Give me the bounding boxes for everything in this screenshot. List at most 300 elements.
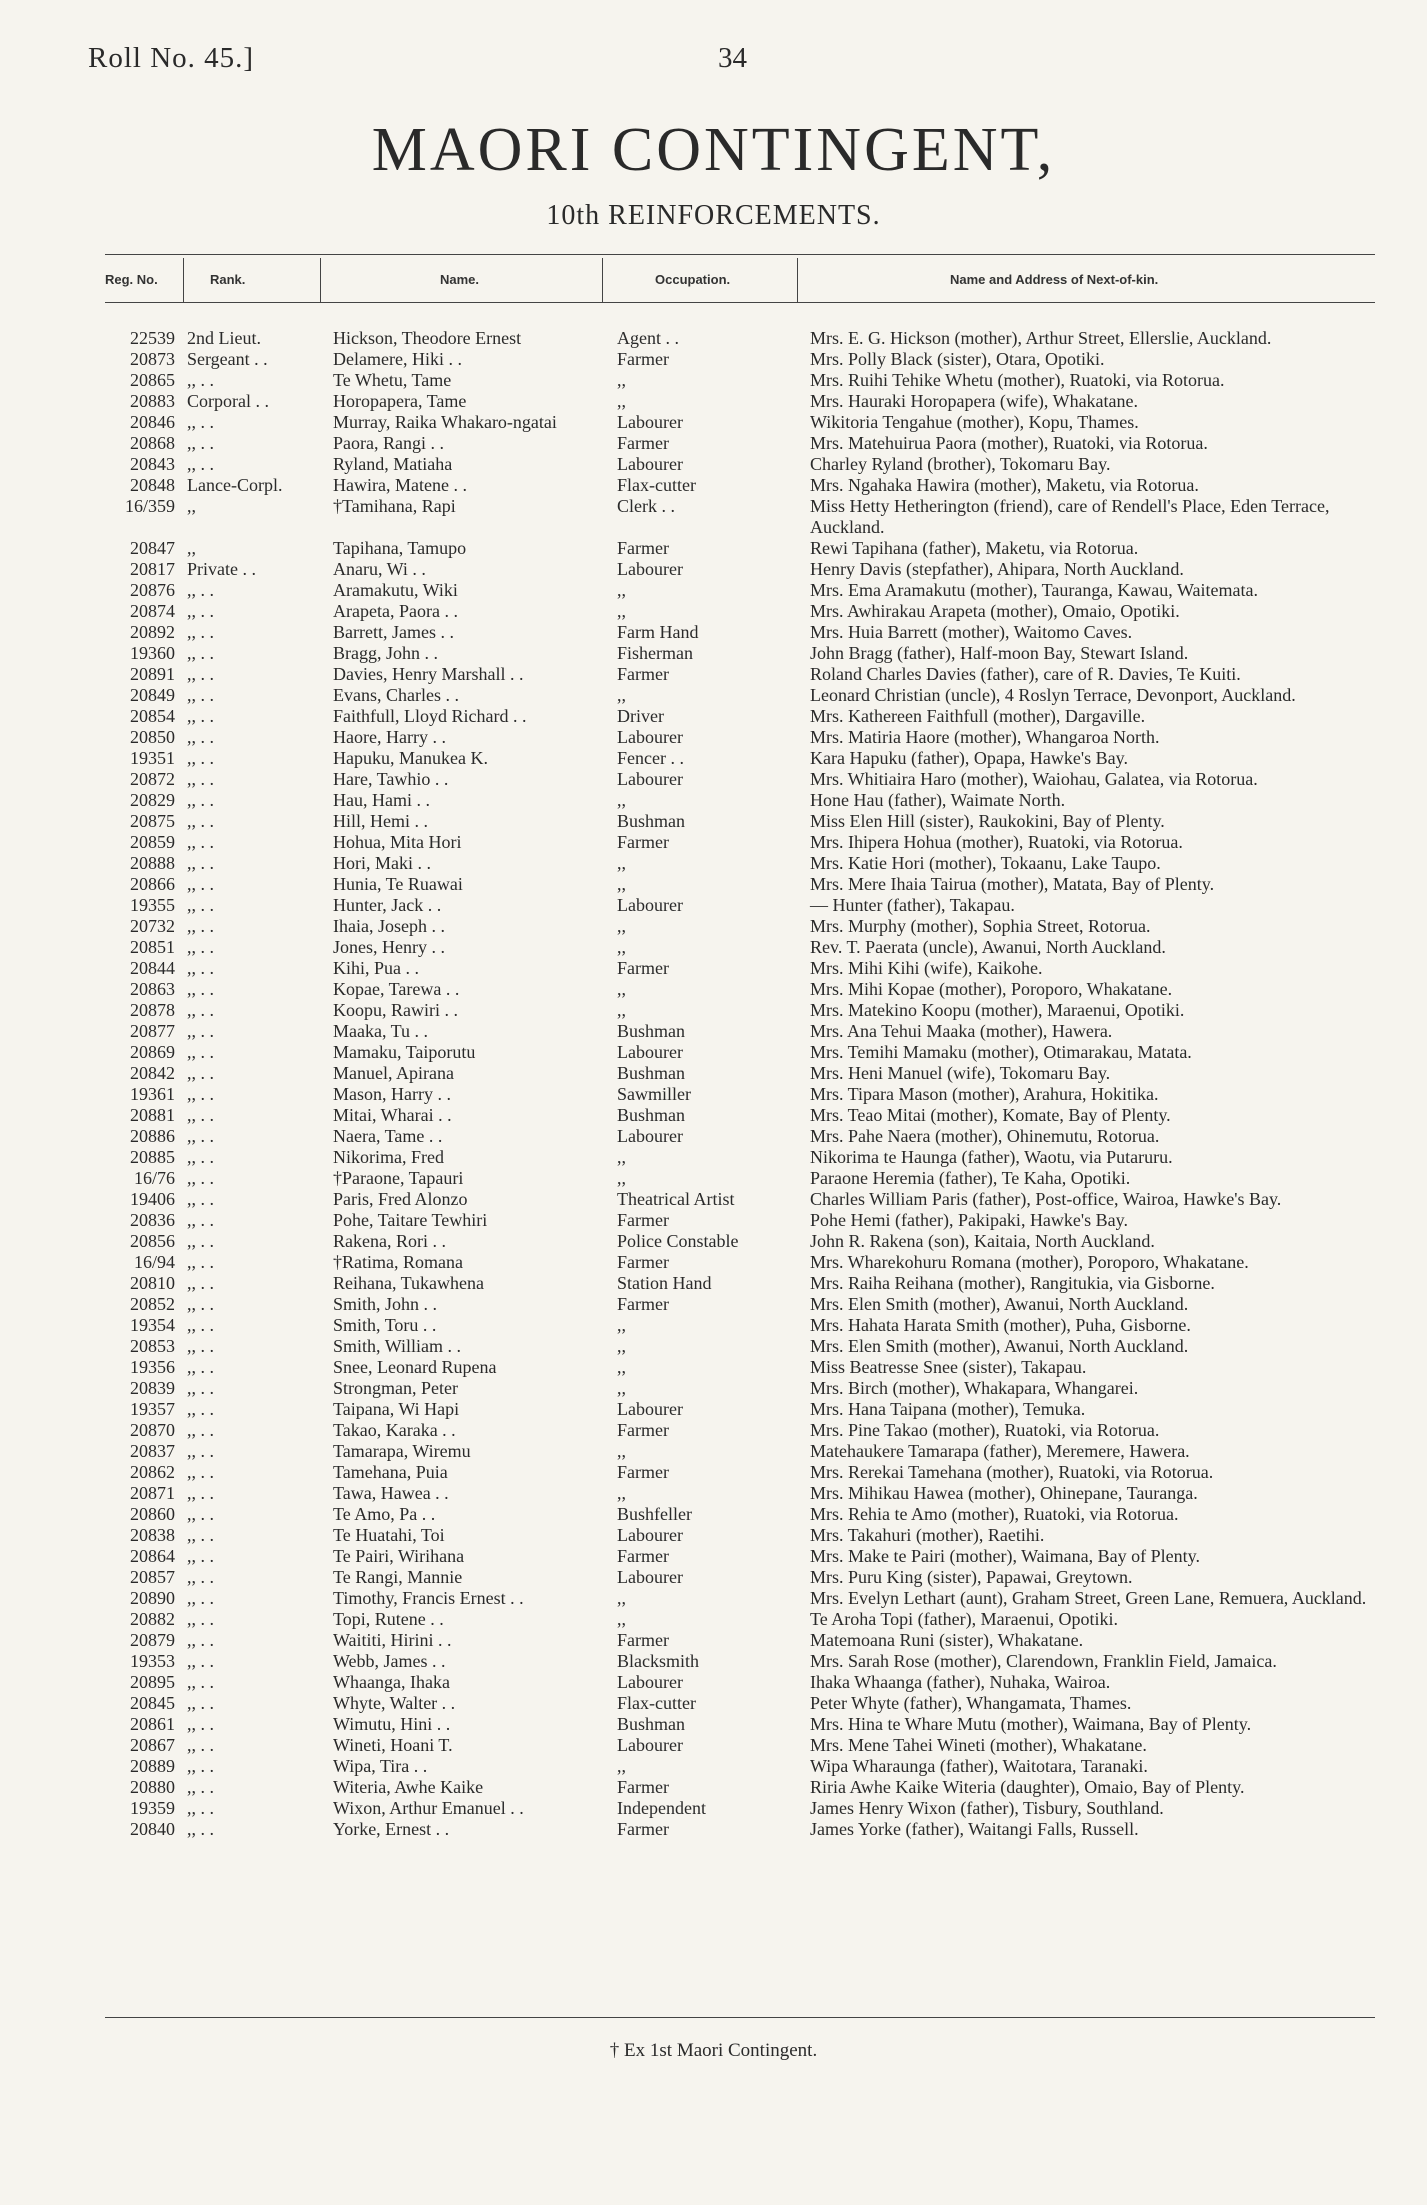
table-row bbox=[105, 727, 1385, 748]
occupation-cell: Farmer bbox=[617, 1420, 669, 1440]
rank-cell: ,, . . bbox=[187, 370, 214, 390]
rank-cell: ,, . . bbox=[187, 1378, 214, 1398]
table-row bbox=[105, 1630, 1385, 1651]
name-cell: Tamarapa, Wiremu bbox=[333, 1441, 471, 1461]
occupation-cell: Farmer bbox=[617, 433, 669, 453]
reg-number-cell: 20851 bbox=[130, 937, 175, 957]
table-row bbox=[105, 1756, 1385, 1777]
rank-cell: ,, . . bbox=[187, 1189, 214, 1209]
occupation-cell: Farmer bbox=[617, 1546, 669, 1566]
next-of-kin-cell: Mrs. Heni Manuel (wife), Tokomaru Bay. bbox=[810, 1063, 1111, 1083]
name-cell: Murray, Raika Whakaro-ngatai bbox=[333, 412, 557, 432]
next-of-kin-cell: Mrs. Ruihi Tehike Whetu (mother), Ruatoki, via Rotorua. bbox=[810, 370, 1225, 390]
next-of-kin-cell: Mrs. Hauraki Horopapera (wife), Whakatane. bbox=[810, 391, 1139, 411]
table-row bbox=[105, 1588, 1385, 1609]
next-of-kin-cell: Miss Hetty Hetherington (friend), care of Rendell's Place, Eden Terrace, Auckland. bbox=[810, 496, 1330, 537]
table-row bbox=[105, 643, 1385, 664]
next-of-kin-cell: John R. Rakena (son), Kaitaia, North Auckland. bbox=[810, 1231, 1155, 1251]
table-row bbox=[105, 790, 1385, 811]
table-row bbox=[105, 832, 1385, 853]
occupation-cell: Farmer bbox=[617, 1252, 669, 1272]
rank-cell: ,, . . bbox=[187, 727, 214, 747]
col-header-reg: Reg. No. bbox=[105, 272, 158, 287]
occupation-cell: ,, bbox=[617, 580, 626, 600]
occupation-cell: Farmer bbox=[617, 1777, 669, 1797]
name-cell: Timothy, Francis Ernest . . bbox=[333, 1588, 524, 1608]
table-row bbox=[105, 1315, 1385, 1336]
rank-cell: Sergeant . . bbox=[187, 349, 268, 369]
occupation-cell: Sawmiller bbox=[617, 1084, 691, 1104]
table-row bbox=[105, 601, 1385, 622]
name-cell: Jones, Henry . . bbox=[333, 937, 445, 957]
reg-number-cell: 20837 bbox=[130, 1441, 175, 1461]
rank-cell: ,, . . bbox=[187, 895, 214, 915]
table-row bbox=[105, 559, 1385, 580]
name-cell: Takao, Karaka . . bbox=[333, 1420, 456, 1440]
reg-number-cell: 20888 bbox=[130, 853, 175, 873]
rank-cell: ,, . . bbox=[187, 1168, 214, 1188]
table-row bbox=[105, 1000, 1385, 1021]
table-row bbox=[105, 979, 1385, 1000]
table-row bbox=[105, 1567, 1385, 1588]
occupation-cell: Blacksmith bbox=[617, 1651, 699, 1671]
occupation-cell: ,, bbox=[617, 1147, 626, 1167]
next-of-kin-cell: Mrs. Matehuirua Paora (mother), Ruatoki, via Rotorua. bbox=[810, 433, 1208, 453]
reg-number-cell: 22539 bbox=[130, 328, 175, 348]
name-cell: Pohe, Taitare Tewhiri bbox=[333, 1210, 488, 1230]
table-header-rule bbox=[105, 302, 1375, 303]
reg-number-cell: 20878 bbox=[130, 1000, 175, 1020]
table-row bbox=[105, 1672, 1385, 1693]
reg-number-cell: 20861 bbox=[130, 1714, 175, 1734]
next-of-kin-cell: Mrs. Pahe Naera (mother), Ohinemutu, Rotorua. bbox=[810, 1126, 1160, 1146]
page-number: 34 bbox=[718, 42, 747, 74]
reg-number-cell: 20890 bbox=[130, 1588, 175, 1608]
reg-number-cell: 20854 bbox=[130, 706, 175, 726]
next-of-kin-cell: Rev. T. Paerata (uncle), Awanui, North Auckland. bbox=[810, 937, 1166, 957]
occupation-cell: ,, bbox=[617, 790, 626, 810]
table-row bbox=[105, 580, 1385, 601]
reg-number-cell: 19357 bbox=[130, 1399, 175, 1419]
reg-number-cell: 19354 bbox=[130, 1315, 175, 1335]
table-row bbox=[105, 412, 1385, 433]
occupation-cell: Flax-cutter bbox=[617, 475, 696, 495]
occupation-cell: Driver bbox=[617, 706, 664, 726]
next-of-kin-cell: Peter Whyte (father), Whangamata, Thames. bbox=[810, 1693, 1132, 1713]
occupation-cell: Farmer bbox=[617, 538, 669, 558]
name-cell: †Ratima, Romana bbox=[333, 1252, 463, 1272]
name-cell: Nikorima, Fred bbox=[333, 1147, 444, 1167]
reg-number-cell: 20892 bbox=[130, 622, 175, 642]
table-row bbox=[105, 538, 1385, 559]
occupation-cell: Farmer bbox=[617, 1819, 669, 1839]
next-of-kin-cell: Paraone Heremia (father), Te Kaha, Opotiki. bbox=[810, 1168, 1131, 1188]
next-of-kin-cell: James Henry Wixon (father), Tisbury, Southland. bbox=[810, 1798, 1164, 1818]
column-divider bbox=[602, 258, 603, 302]
reg-number-cell: 20895 bbox=[130, 1672, 175, 1692]
reg-number-cell: 20877 bbox=[130, 1021, 175, 1041]
reg-number-cell: 20840 bbox=[130, 1819, 175, 1839]
name-cell: Hori, Maki . . bbox=[333, 853, 431, 873]
table-row bbox=[105, 328, 1385, 349]
next-of-kin-cell: Mrs. Katie Hori (mother), Tokaanu, Lake Taupo. bbox=[810, 853, 1161, 873]
reg-number-cell: 20875 bbox=[130, 811, 175, 831]
rank-cell: ,, . . bbox=[187, 1084, 214, 1104]
next-of-kin-cell: Mrs. Hahata Harata Smith (mother), Puha, Gisborne. bbox=[810, 1315, 1191, 1335]
table-row bbox=[105, 433, 1385, 454]
table-row bbox=[105, 1105, 1385, 1126]
table-row bbox=[105, 391, 1385, 412]
occupation-cell: Farmer bbox=[617, 1462, 669, 1482]
table-row bbox=[105, 1462, 1385, 1483]
reg-number-cell: 19406 bbox=[130, 1189, 175, 1209]
occupation-cell: ,, bbox=[617, 874, 626, 894]
occupation-cell: Independent bbox=[617, 1798, 706, 1818]
occupation-cell: Labourer bbox=[617, 895, 683, 915]
occupation-cell: ,, bbox=[617, 979, 626, 999]
next-of-kin-cell: Pohe Hemi (father), Pakipaki, Hawke's Bay. bbox=[810, 1210, 1128, 1230]
rank-cell: ,, . . bbox=[187, 1630, 214, 1650]
name-cell: Paris, Fred Alonzo bbox=[333, 1189, 468, 1209]
occupation-cell: Labourer bbox=[617, 1525, 683, 1545]
name-cell: Koopu, Rawiri . . bbox=[333, 1000, 458, 1020]
rank-cell: ,, . . bbox=[187, 1336, 214, 1356]
occupation-cell: ,, bbox=[617, 1378, 626, 1398]
name-cell: Mason, Harry . . bbox=[333, 1084, 451, 1104]
name-cell: Snee, Leonard Rupena bbox=[333, 1357, 497, 1377]
occupation-cell: Labourer bbox=[617, 1126, 683, 1146]
next-of-kin-cell: Mrs. Mihi Kihi (wife), Kaikohe. bbox=[810, 958, 1043, 978]
rank-cell: ,, . . bbox=[187, 1210, 214, 1230]
table-row bbox=[105, 1294, 1385, 1315]
rank-cell: ,, . . bbox=[187, 601, 214, 621]
name-cell: Wipa, Tira . . bbox=[333, 1756, 428, 1776]
occupation-cell: Labourer bbox=[617, 1399, 683, 1419]
occupation-cell: Station Hand bbox=[617, 1273, 712, 1293]
name-cell: Te Amo, Pa . . bbox=[333, 1504, 436, 1524]
reg-number-cell: 16/94 bbox=[133, 1252, 175, 1272]
next-of-kin-cell: Mrs. Hana Taipana (mother), Temuka. bbox=[810, 1399, 1086, 1419]
rank-cell: ,, . . bbox=[187, 1021, 214, 1041]
rank-cell: ,, . . bbox=[187, 853, 214, 873]
rank-cell: ,, . . bbox=[187, 1735, 214, 1755]
roll-number: Roll No. 45.] bbox=[88, 42, 255, 74]
name-cell: Delamere, Hiki . . bbox=[333, 349, 462, 369]
subtitle-ordinal: 10th bbox=[546, 200, 601, 231]
name-cell: Strongman, Peter bbox=[333, 1378, 458, 1398]
name-cell: Whaanga, Ihaka bbox=[333, 1672, 450, 1692]
name-cell: Witeria, Awhe Kaike bbox=[333, 1777, 484, 1797]
next-of-kin-cell: Mrs. Make te Pairi (mother), Waimana, Bay of Plenty. bbox=[810, 1546, 1200, 1566]
rank-cell: ,, . . bbox=[187, 958, 214, 978]
rank-cell: ,, . . bbox=[187, 1441, 214, 1461]
name-cell: Rakena, Rori . . bbox=[333, 1231, 446, 1251]
column-divider bbox=[797, 258, 798, 302]
next-of-kin-cell: Roland Charles Davies (father), care of R. Davies, Te Kuiti. bbox=[810, 664, 1241, 684]
next-of-kin-cell: Leonard Christian (uncle), 4 Roslyn Terrace, Devonport, Auckland. bbox=[810, 685, 1296, 705]
name-cell: Horopapera, Tame bbox=[333, 391, 467, 411]
reg-number-cell: 20874 bbox=[130, 601, 175, 621]
table-row bbox=[105, 937, 1385, 958]
next-of-kin-cell: Mrs. Rerekai Tamehana (mother), Ruatoki, via Rotorua. bbox=[810, 1462, 1214, 1482]
name-cell: Webb, James . . bbox=[333, 1651, 446, 1671]
occupation-cell: ,, bbox=[617, 1756, 626, 1776]
occupation-cell: Labourer bbox=[617, 727, 683, 747]
next-of-kin-cell: Mrs. Evelyn Lethart (aunt), Graham Street, Green Lane, Remuera, Auckland. bbox=[810, 1588, 1367, 1608]
reg-number-cell: 20852 bbox=[130, 1294, 175, 1314]
reg-number-cell: 20864 bbox=[130, 1546, 175, 1566]
reg-number-cell: 16/359 bbox=[124, 496, 175, 516]
next-of-kin-cell: Mrs. Ema Aramakutu (mother), Tauranga, Kawau, Waitemata. bbox=[810, 580, 1258, 600]
occupation-cell: ,, bbox=[617, 853, 626, 873]
rank-cell: ,, bbox=[187, 538, 196, 558]
table-row bbox=[105, 475, 1385, 496]
reg-number-cell: 20867 bbox=[130, 1735, 175, 1755]
occupation-cell: Labourer bbox=[617, 412, 683, 432]
occupation-cell: ,, bbox=[617, 1588, 626, 1608]
table-row bbox=[105, 1693, 1385, 1714]
rank-cell: ,, . . bbox=[187, 685, 214, 705]
name-cell: Hawira, Matene . . bbox=[333, 475, 467, 495]
next-of-kin-cell: Mrs. Murphy (mother), Sophia Street, Rotorua. bbox=[810, 916, 1151, 936]
rank-cell: ,, . . bbox=[187, 979, 214, 999]
occupation-cell: Farmer bbox=[617, 832, 669, 852]
table-row bbox=[105, 958, 1385, 979]
next-of-kin-cell: Mrs. Kathereen Faithfull (mother), Dargaville. bbox=[810, 706, 1146, 726]
reg-number-cell: 20853 bbox=[130, 1336, 175, 1356]
next-of-kin-cell: Mrs. Mene Tahei Wineti (mother), Whakatane. bbox=[810, 1735, 1147, 1755]
reg-number-cell: 20886 bbox=[130, 1126, 175, 1146]
rank-cell: ,, . . bbox=[187, 1231, 214, 1251]
table-row bbox=[105, 853, 1385, 874]
next-of-kin-cell: Mrs. Teao Mitai (mother), Komate, Bay of Plenty. bbox=[810, 1105, 1171, 1125]
rank-cell: ,, . . bbox=[187, 811, 214, 831]
occupation-cell: Labourer bbox=[617, 454, 683, 474]
name-cell: Wineti, Hoani T. bbox=[333, 1735, 453, 1755]
table-row bbox=[105, 1420, 1385, 1441]
next-of-kin-cell: Mrs. E. G. Hickson (mother), Arthur Street, Ellerslie, Auckland. bbox=[810, 328, 1272, 348]
reg-number-cell: 20843 bbox=[130, 454, 175, 474]
occupation-cell: Labourer bbox=[617, 559, 683, 579]
occupation-cell: Clerk . . bbox=[617, 496, 675, 516]
next-of-kin-cell: Mrs. Ana Tehui Maaka (mother), Hawera. bbox=[810, 1021, 1113, 1041]
table-row bbox=[105, 1441, 1385, 1462]
reg-number-cell: 19356 bbox=[130, 1357, 175, 1377]
reg-number-cell: 20848 bbox=[130, 475, 175, 495]
name-cell: Te Whetu, Tame bbox=[333, 370, 452, 390]
occupation-cell: Fencer . . bbox=[617, 748, 684, 768]
occupation-cell: Farmer bbox=[617, 1294, 669, 1314]
occupation-cell: Bushman bbox=[617, 1714, 686, 1734]
table-row bbox=[105, 811, 1385, 832]
table-row bbox=[105, 496, 1385, 538]
occupation-cell: Bushman bbox=[617, 1105, 686, 1125]
name-cell: Paora, Rangi . . bbox=[333, 433, 444, 453]
rank-cell: ,, . . bbox=[187, 1777, 214, 1797]
name-cell: Te Pairi, Wirihana bbox=[333, 1546, 465, 1566]
name-cell: Ihaia, Joseph . . bbox=[333, 916, 445, 936]
name-cell: Te Rangi, Mannie bbox=[333, 1567, 463, 1587]
occupation-cell: Fisherman bbox=[617, 643, 693, 663]
name-cell: Tapihana, Tamupo bbox=[333, 538, 467, 558]
roll-table bbox=[105, 328, 1385, 1840]
rank-cell: ,, . . bbox=[187, 874, 214, 894]
reg-number-cell: 20881 bbox=[130, 1105, 175, 1125]
reg-number-cell: 20869 bbox=[130, 1042, 175, 1062]
name-cell: Mitai, Wharai . . bbox=[333, 1105, 452, 1125]
reg-number-cell: 20732 bbox=[130, 916, 175, 936]
name-cell: Wixon, Arthur Emanuel . . bbox=[333, 1798, 524, 1818]
name-cell: Hill, Hemi . . bbox=[333, 811, 428, 831]
table-row bbox=[105, 664, 1385, 685]
reg-number-cell: 20810 bbox=[130, 1273, 175, 1293]
rank-cell: ,, . . bbox=[187, 769, 214, 789]
name-cell: Kihi, Pua . . bbox=[333, 958, 420, 978]
rank-cell: ,, . . bbox=[187, 580, 214, 600]
reg-number-cell: 20849 bbox=[130, 685, 175, 705]
rank-cell: ,, . . bbox=[187, 916, 214, 936]
table-row bbox=[105, 685, 1385, 706]
reg-number-cell: 20870 bbox=[130, 1420, 175, 1440]
next-of-kin-cell: Mrs. Tipara Mason (mother), Arahura, Hokitika. bbox=[810, 1084, 1159, 1104]
reg-number-cell: 20836 bbox=[130, 1210, 175, 1230]
reg-number-cell: 20866 bbox=[130, 874, 175, 894]
rank-cell: ,, . . bbox=[187, 1399, 214, 1419]
next-of-kin-cell: Mrs. Takahuri (mother), Raetihi. bbox=[810, 1525, 1045, 1545]
occupation-cell: ,, bbox=[617, 1336, 626, 1356]
table-row bbox=[105, 1357, 1385, 1378]
name-cell: Hohua, Mita Hori bbox=[333, 832, 462, 852]
table-row bbox=[105, 1651, 1385, 1672]
next-of-kin-cell: Mrs. Raiha Reihana (mother), Rangitukia, via Gisborne. bbox=[810, 1273, 1215, 1293]
name-cell: Ryland, Matiaha bbox=[333, 454, 453, 474]
col-header-kin: Name and Address of Next-of-kin. bbox=[950, 272, 1159, 287]
reg-number-cell: 20839 bbox=[130, 1378, 175, 1398]
table-top-rule bbox=[105, 254, 1375, 255]
occupation-cell: ,, bbox=[617, 1315, 626, 1335]
occupation-cell: Police Constable bbox=[617, 1231, 739, 1251]
name-cell: Whyte, Walter . . bbox=[333, 1693, 456, 1713]
rank-cell: ,, . . bbox=[187, 1105, 214, 1125]
reg-number-cell: 20885 bbox=[130, 1147, 175, 1167]
reg-number-cell: 16/76 bbox=[133, 1168, 175, 1188]
next-of-kin-cell: Mrs. Matekino Koopu (mother), Maraenui, Opotiki. bbox=[810, 1000, 1185, 1020]
rank-cell: ,, . . bbox=[187, 1420, 214, 1440]
occupation-cell: ,, bbox=[617, 1483, 626, 1503]
table-row bbox=[105, 895, 1385, 916]
occupation-cell: Farm Hand bbox=[617, 622, 699, 642]
name-cell: †Tamihana, Rapi bbox=[333, 496, 456, 516]
occupation-cell: Farmer bbox=[617, 1630, 669, 1650]
next-of-kin-cell: Mrs. Sarah Rose (mother), Clarendown, Franklin Field, Jamaica. bbox=[810, 1651, 1277, 1671]
rank-cell: ,, . . bbox=[187, 1609, 214, 1629]
table-row bbox=[105, 1021, 1385, 1042]
occupation-cell: ,, bbox=[617, 391, 626, 411]
reg-number-cell: 20871 bbox=[130, 1483, 175, 1503]
table-row bbox=[105, 1042, 1385, 1063]
next-of-kin-cell: Henry Davis (stepfather), Ahipara, North Auckland. bbox=[810, 559, 1184, 579]
col-header-name: Name. bbox=[440, 272, 480, 287]
occupation-cell: Farmer bbox=[617, 958, 669, 978]
occupation-cell: Farmer bbox=[617, 1210, 669, 1230]
rank-cell: ,, . . bbox=[187, 1504, 214, 1524]
reg-number-cell: 20872 bbox=[130, 769, 175, 789]
table-row bbox=[105, 874, 1385, 895]
rank-cell: ,, . . bbox=[187, 1147, 214, 1167]
rank-cell: ,, . . bbox=[187, 1315, 214, 1335]
column-divider bbox=[183, 258, 184, 302]
reg-number-cell: 20865 bbox=[130, 370, 175, 390]
reg-number-cell: 20889 bbox=[130, 1756, 175, 1776]
rank-cell: ,, . . bbox=[187, 433, 214, 453]
reg-number-cell: 20879 bbox=[130, 1630, 175, 1650]
name-cell: Evans, Charles . . bbox=[333, 685, 459, 705]
name-cell: Manuel, Apirana bbox=[333, 1063, 454, 1083]
next-of-kin-cell: Mrs. Huia Barrett (mother), Waitomo Caves. bbox=[810, 622, 1133, 642]
rank-cell: ,, . . bbox=[187, 937, 214, 957]
table-row bbox=[105, 1798, 1385, 1819]
next-of-kin-cell: Matemoana Runi (sister), Whakatane. bbox=[810, 1630, 1084, 1650]
rank-cell: ,, . . bbox=[187, 1462, 214, 1482]
next-of-kin-cell: Charley Ryland (brother), Tokomaru Bay. bbox=[810, 454, 1111, 474]
next-of-kin-cell: John Bragg (father), Half-moon Bay, Stewart Island. bbox=[810, 643, 1189, 663]
reg-number-cell: 20883 bbox=[130, 391, 175, 411]
rank-cell: ,, . . bbox=[187, 748, 214, 768]
name-cell: Faithfull, Lloyd Richard . . bbox=[333, 706, 527, 726]
rank-cell: 2nd Lieut. bbox=[187, 328, 261, 348]
reg-number-cell: 20863 bbox=[130, 979, 175, 999]
table-bottom-rule bbox=[105, 2017, 1375, 2018]
occupation-cell: Farmer bbox=[617, 349, 669, 369]
reg-number-cell: 20829 bbox=[130, 790, 175, 810]
reg-number-cell: 19360 bbox=[130, 643, 175, 663]
next-of-kin-cell: Mrs. Mihi Kopae (mother), Poroporo, Whakatane. bbox=[810, 979, 1173, 999]
table-row bbox=[105, 1189, 1385, 1210]
next-of-kin-cell: Wipa Wharaunga (father), Waitotara, Taranaki. bbox=[810, 1756, 1148, 1776]
reg-number-cell: 20862 bbox=[130, 1462, 175, 1482]
table-row bbox=[105, 1336, 1385, 1357]
name-cell: Aramakutu, Wiki bbox=[333, 580, 458, 600]
reg-number-cell: 19361 bbox=[130, 1084, 175, 1104]
next-of-kin-cell: Mrs. Elen Smith (mother), Awanui, North Auckland. bbox=[810, 1336, 1189, 1356]
table-row bbox=[105, 1210, 1385, 1231]
rank-cell: ,, . . bbox=[187, 1294, 214, 1314]
table-row bbox=[105, 454, 1385, 475]
name-cell: Tawa, Hawea . . bbox=[333, 1483, 449, 1503]
next-of-kin-cell: Matehaukere Tamarapa (father), Meremere, Hawera. bbox=[810, 1441, 1190, 1461]
rank-cell: ,, . . bbox=[187, 1693, 214, 1713]
reg-number-cell: 19353 bbox=[130, 1651, 175, 1671]
next-of-kin-cell: Charles William Paris (father), Post-office, Wairoa, Hawke's Bay. bbox=[810, 1189, 1282, 1209]
name-cell: Mamaku, Taiporutu bbox=[333, 1042, 476, 1062]
rank-cell: ,, . . bbox=[187, 790, 214, 810]
next-of-kin-cell: James Yorke (father), Waitangi Falls, Russell. bbox=[810, 1819, 1139, 1839]
table-row bbox=[105, 1063, 1385, 1084]
name-cell: Topi, Rutene . . bbox=[333, 1609, 444, 1629]
occupation-cell: ,, bbox=[617, 916, 626, 936]
rank-cell: ,, . . bbox=[187, 622, 214, 642]
occupation-cell: ,, bbox=[617, 601, 626, 621]
rank-cell: ,, . . bbox=[187, 1798, 214, 1818]
name-cell: Waititi, Hirini . . bbox=[333, 1630, 452, 1650]
page-subtitle bbox=[0, 200, 1427, 232]
table-row bbox=[105, 1231, 1385, 1252]
rank-cell: ,, . . bbox=[187, 1357, 214, 1377]
table-row bbox=[105, 1525, 1385, 1546]
reg-number-cell: 20891 bbox=[130, 664, 175, 684]
name-cell: Anaru, Wi . . bbox=[333, 559, 426, 579]
rank-cell: ,, . . bbox=[187, 412, 214, 432]
